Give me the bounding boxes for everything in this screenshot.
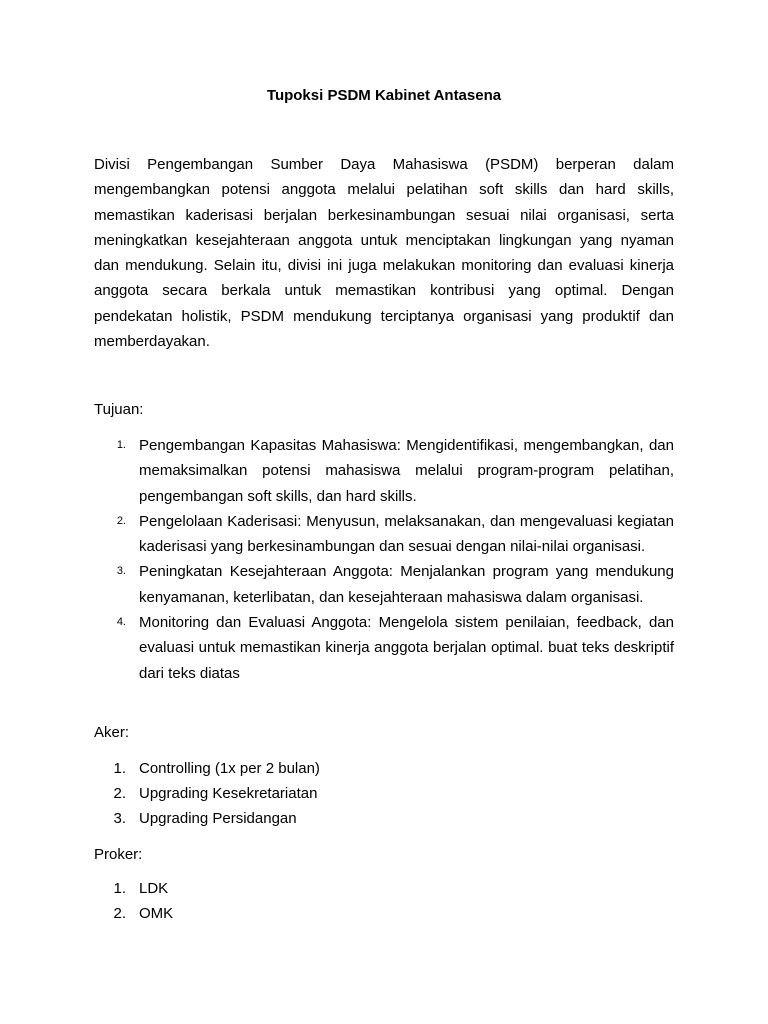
list-number: 3. bbox=[113, 810, 126, 827]
list-item bbox=[94, 559, 674, 610]
list-item-text: Pengelolaan Kaderisasi: Menyusun, melaksanakan, dan mengevaluasi kegiatan kaderisasi yang berkesinambungan dan sesuai dengan nilai-nilai organisasi. bbox=[139, 512, 674, 556]
proker-label: Proker: bbox=[94, 846, 143, 863]
list-item-text: LDK bbox=[139, 880, 169, 897]
list-item-text: Upgrading Kesekretariatan bbox=[139, 785, 318, 802]
list-item-text: Peningkatan Kesejahteraan Anggota: Menjalankan program yang mendukung kenyamanan, keterlibatan, dan kesejahteraan mahasiswa dalam organisasi. bbox=[139, 563, 674, 606]
list-item bbox=[94, 806, 674, 831]
aker-label: Aker: bbox=[94, 724, 130, 741]
intro-paragraph: Divisi Pengembangan Sumber Daya Mahasiswa (PSDM) berperan dalam mengembangkan potensi anggota melalui pelatihan soft skills dan hard skills, memastikan kaderisasi berjalan berkesinambungan sesuai nilai organisasi, serta meningkatkan kesejahteraan anggota untuk menciptakan lingkungan yang nyaman dan mendukung. Selain itu, divisi ini juga melakukan monitoring dan evaluasi kinerja anggota secara berkala untuk memastikan kontribusi yang optimal. Dengan pendekatan holistik, PSDM mendukung terciptanya organisasi yang produktif dan memberdayakan. bbox=[94, 156, 674, 351]
list-number: 1. bbox=[113, 880, 126, 897]
list-item bbox=[94, 781, 674, 806]
list-number: 1. bbox=[116, 439, 126, 451]
list-item bbox=[94, 509, 674, 560]
list-item bbox=[94, 433, 674, 509]
document-page bbox=[94, 0, 674, 1024]
document-title: Tupoksi PSDM Kabinet Antasena bbox=[266, 87, 502, 104]
tujuan-list bbox=[94, 433, 674, 686]
list-number: 2. bbox=[116, 514, 126, 527]
tujuan-label: Tujuan: bbox=[94, 401, 144, 418]
list-item bbox=[94, 901, 674, 926]
list-number: 2. bbox=[113, 785, 126, 802]
list-number: 1. bbox=[113, 760, 126, 777]
list-item bbox=[94, 756, 674, 781]
list-item bbox=[94, 876, 674, 901]
proker-list bbox=[94, 876, 674, 926]
aker-list bbox=[94, 756, 674, 831]
list-number: 4. bbox=[116, 616, 126, 629]
list-item-text: Pengembangan Kapasitas Mahasiswa: Mengidentifikasi, mengembangkan, dan memaksimalkan potensi mahasiswa melalui program-program pelatihan, pengembangan soft skills, dan hard skills. bbox=[139, 437, 674, 505]
list-item bbox=[94, 610, 674, 686]
list-number: 3. bbox=[116, 565, 126, 578]
list-item-text: Monitoring dan Evaluasi Anggota: Mengelola sistem penilaian, feedback, dan evaluasi untuk memastikan kinerja anggota berjalan optimal. buat teks deskriptif dari teks diatas bbox=[139, 614, 674, 682]
list-item-text: OMK bbox=[139, 905, 174, 922]
list-number: 2. bbox=[113, 905, 126, 922]
list-item-text: Controlling (1x per 2 bulan) bbox=[139, 760, 320, 777]
list-item-text: Upgrading Persidangan bbox=[139, 810, 297, 827]
